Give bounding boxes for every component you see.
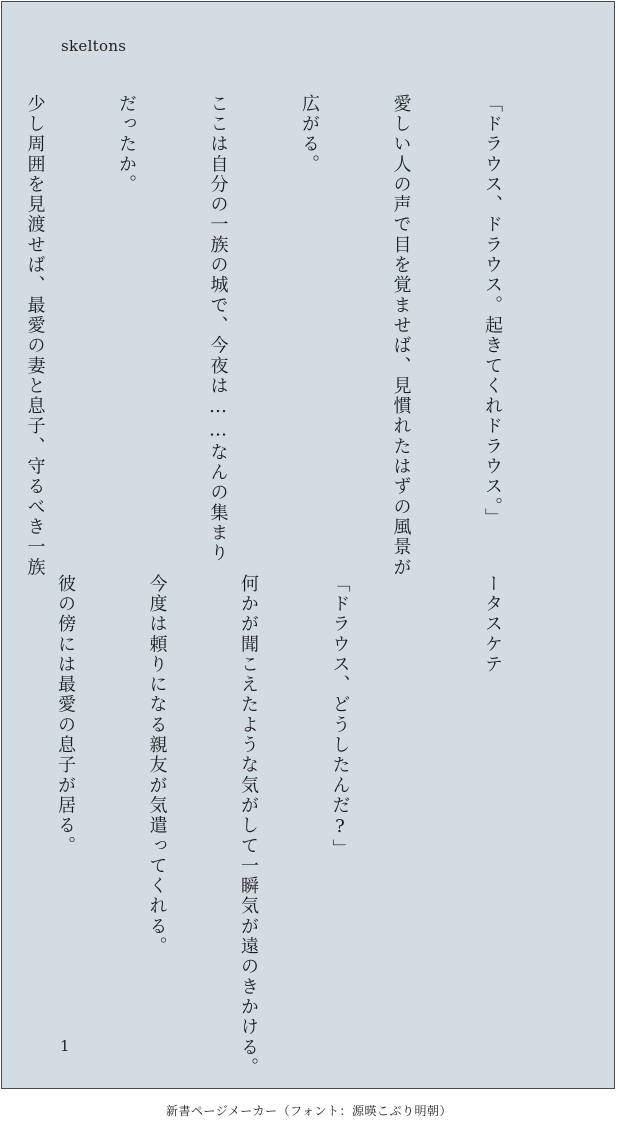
footer-credit: 新書ページメーカー（フォント：源暎こぶり明朝） [165, 1104, 453, 1118]
page-title: skeltons [61, 37, 127, 55]
text-line: 「ドラウス、ドラウス。起きてくれドラウス。」 [482, 94, 503, 529]
text-line: 今度は頼りになる親友が気遣ってくれる。 [146, 574, 168, 957]
text-line: 広がる。 [299, 94, 320, 175]
text-line: 彼の傍には最愛の息子が居る。 [55, 574, 76, 857]
text-line: 少し周囲を見渡せば、最愛の妻と息子、守るべき一族 [24, 94, 46, 578]
page-number: 1 [60, 1037, 70, 1055]
text-line: 愛しい人の声で目を覚ませば、見慣れたはずの風景が [390, 94, 412, 578]
text-block-top [0, 94, 568, 578]
text-line: 何かが聞こえたような気がして一瞬気が遠のきかける。 [238, 574, 259, 1078]
text-block-bottom [0, 574, 568, 1078]
text-line: ここは自分の一族の城で、今夜は……なんの集まり [207, 94, 229, 564]
text-line: 「ドラウス、どうしたんだ?」 [329, 574, 351, 860]
text-line: ータスケテ [482, 574, 503, 675]
text-line: だったか。 [116, 94, 137, 195]
book-page [1, 1, 615, 1089]
